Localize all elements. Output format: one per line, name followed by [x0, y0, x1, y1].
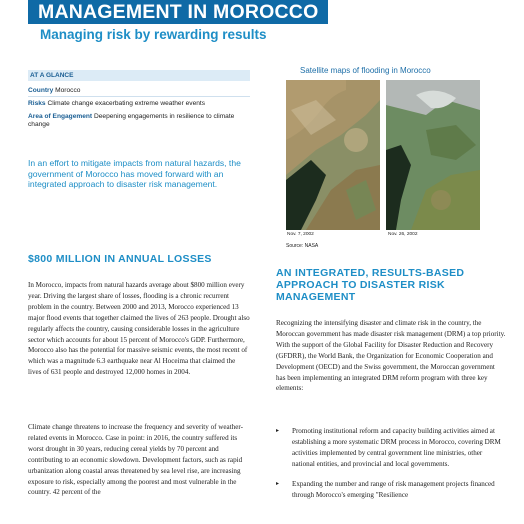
- glance-country-key: Country: [28, 87, 54, 94]
- list-item: ▸ Expanding the number and range of risk management projects financed through Morocco's emerging "Resilience: [276, 479, 506, 501]
- losses-heading: $800 MILLION IN ANNUAL LOSSES: [28, 253, 212, 265]
- glance-country-value: Morocco: [55, 87, 81, 94]
- losses-paragraph-2: Climate change threatens to increase the frequency and severity of weather-related events in Morocco. Case in point: in 2016, the country suffered its worst drought in 30 years, reducing cereal yields by 70 percent and contributing to an economic slowdown. Development factors, such as rapid urbanization along coastal areas threatened by sea level rise, are increasing exposure to risk, especially among the poorest and most vulnerable in the country. 42 percent of the: [28, 423, 243, 497]
- losses-paragraph-1: In Morocco, impacts from natural hazards average about $800 million every year. Driving the largest share of losses, flooding is a chronic recurrent problem in the country. Between 2000 and 2013, Morocco experienced 13 major flood events that together claimed the lives of 263 people. Drought also regularly affects the country, causing considerable losses in the agriculture sector which accounts for about 15 percent of Morocco's GDP. Furthermore, Morocco also has the potential for massive seismic events, the most recent of which was a magnitude 6.3 earthquake near Al Hoceima that claimed the lives of 631 people and destroyed 12,000 homes in 2004.: [28, 281, 250, 377]
- glance-area: [28, 113, 253, 129]
- glance-risks-key: Risks: [28, 100, 46, 107]
- map-date-left: Nov. 7, 2002: [287, 232, 314, 237]
- integrated-paragraph: Recognizing the intensifying disaster and climate risk in the country, the Moroccan government has made disaster risk management (DRM) a top priority. With the support of the Global Facility for Disaster Reduction and Recovery (GFDRR), the World Bank, the Organization for Economic Cooperation and Development (OECD) and the Swiss government, the Moroccan government has been implementing an integrated DRM reform program with three key elements:: [276, 319, 506, 393]
- satellite-map-left: [286, 80, 380, 230]
- glance-area-key: Area of Engagement: [28, 113, 93, 120]
- page-title: MANAGEMENT IN MOROCCO: [38, 1, 319, 23]
- glance-risks-value: Climate change exacerbating extreme weather events: [47, 100, 206, 107]
- key-elements-list: [276, 426, 506, 509]
- glance-risks: [28, 100, 253, 108]
- satellite-map-right: [386, 80, 480, 230]
- intro-callout: In an effort to mitigate impacts from natural hazards, the government of Morocco has moved forward with an integrated approach to disaster risk management.: [28, 158, 241, 190]
- integrated-heading-line-2: APPROACH TO DISASTER RISK: [276, 279, 445, 291]
- glance-country: [28, 87, 253, 95]
- glance-area-value: Deepening engagements in resilience to climate change: [28, 113, 235, 128]
- map-caption: Satellite maps of flooding in Morocco: [300, 66, 431, 75]
- glance-divider: [28, 96, 250, 97]
- integrated-heading-line-1: AN INTEGRATED, RESULTS-BASED: [276, 267, 465, 279]
- page-subtitle: Managing risk by rewarding results: [40, 27, 267, 42]
- map-date-right: Nov. 26, 2002: [388, 232, 418, 237]
- integrated-heading-line-3: MANAGEMENT: [276, 291, 356, 303]
- map-source: Source: NASA: [286, 243, 319, 249]
- glance-heading: AT A GLANCE: [28, 70, 250, 81]
- list-item: ▸ Promoting institutional reform and capacity building activities aimed at establishing a more systematic DRM process in Morocco, covering DRM activities implemented by central government line ministries, other national entities, and provincial and local governments.: [276, 426, 506, 470]
